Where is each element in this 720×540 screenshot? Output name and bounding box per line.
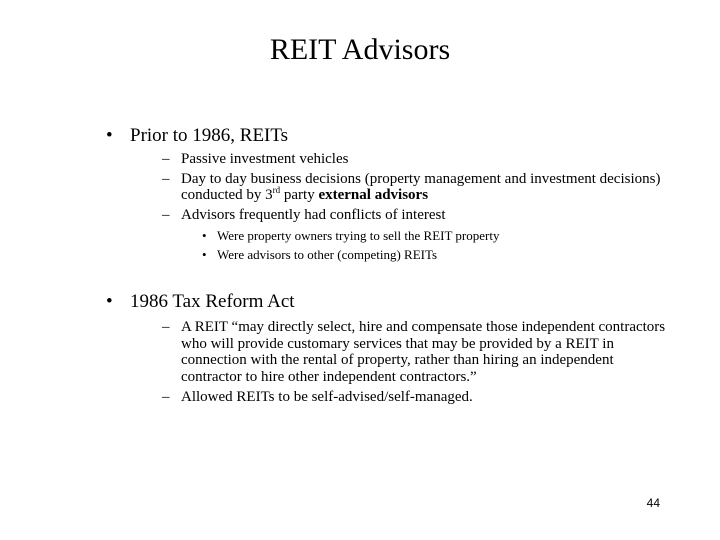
section-tax-reform [108,290,668,406]
sub-item [162,171,668,204]
superscript-ordinal: rd [272,185,281,195]
dash-icon: – [162,170,170,187]
sub-item-text: Advisors frequently had conflicts of interest [181,206,446,223]
bullet-icon: • [106,291,113,312]
section-prior-1986 [108,124,668,263]
sub-item [162,389,668,406]
dash-icon: – [162,151,170,167]
sub-sub-item-text: Were advisors to other (competing) REITs [217,247,438,262]
bullet-icon: • [106,125,113,146]
sub-item-text: A REIT “may directly select, hire and compensate those independent contractors who will provide customary services that may be provided by a REIT in connection with the rental of property, rather than hiring an independent contractor to hire other independent contractors.” [181,319,666,385]
sub-item-text [181,171,660,204]
bullet-item [108,290,668,314]
sub-sub-item [202,227,668,244]
sub-item-text: Passive investment vehicles [181,151,349,167]
bullet-icon: • [202,228,207,243]
dash-icon: – [162,319,170,335]
bullet-icon: • [202,247,207,262]
bullet-item [108,124,668,148]
sub-item [162,207,668,224]
sub-item-text-mid: party [280,187,319,203]
sub-sub-item [202,246,668,263]
sub-item-text-pre: Day to day business decisions (property management and investment decisions) conducted by 3 [181,170,661,203]
sub-item [162,151,668,168]
slide-title: REIT Advisors [269,33,451,66]
dash-icon: – [162,206,170,223]
page-number: 44 [646,496,660,510]
sub-item [162,319,668,385]
emphasis-external-advisors: external advisors [318,187,429,203]
sub-sub-item-text: Were property owners trying to sell the REIT property [217,228,500,243]
section-heading: 1986 Tax Reform Act [130,291,295,312]
dash-icon: – [162,389,170,405]
section-heading: Prior to 1986, REITs [130,125,289,146]
sub-item-text: Allowed REITs to be self-advised/self-managed. [181,389,473,405]
